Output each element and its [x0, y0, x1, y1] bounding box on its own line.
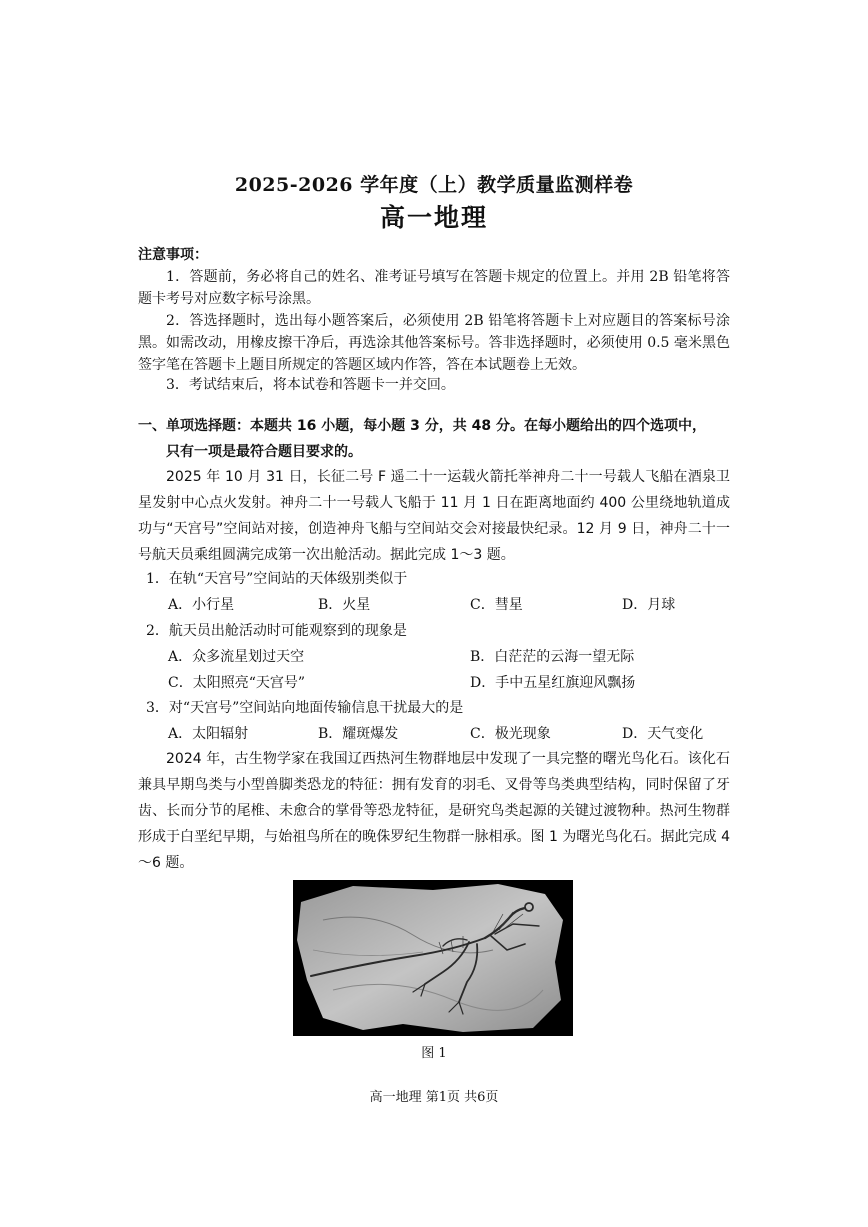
notice-item: 1．答题前，务必将自己的姓名、准考证号填写在答题卡规定的位置上。并用 2B 铅笔将答题卡考号对应数字标号涂黑。: [138, 269, 730, 307]
exam-title: 2025-2026 学年度（上）教学质量监测样卷: [234, 174, 634, 196]
question-3-option-a: A．太阳辐射: [168, 726, 249, 742]
notice-title: 注意事项：: [138, 247, 208, 263]
notice-item: 2．答选择题时，选出每小题答案后，必须使用 2B 铅笔将答题卡上对应题目的答案标号涂黑。如需改动，用橡皮擦干净后，再选涂其他答案标号。答非选择题时，必须使用 0.5 毫米黑色签字笔在答题卡上题目所规定的答题区域内作答，答在本试题卷上无效。: [138, 313, 730, 373]
question-3-option-c: C．极光现象: [470, 726, 551, 742]
question-3-option-d: D．天气变化: [622, 726, 704, 742]
question-1-option-a: A．小行星: [168, 597, 235, 613]
question-2-option-d: D．手中五星红旗迎风飘扬: [470, 675, 636, 691]
question-3-stem: 3．对“天宫号”空间站向地面传输信息干扰最大的是: [146, 700, 464, 716]
question-1-option-b: B．火星: [318, 597, 371, 613]
question-2-stem: 2．航天员出舱活动时可能观察到的现象是: [146, 623, 407, 639]
question-3-option-b: B．耀斑爆发: [318, 726, 399, 742]
question-2-option-c: C．太阳照亮“天宫号”: [168, 675, 306, 691]
fossil-image: [293, 880, 573, 1036]
subject-title: 高一地理: [379, 203, 488, 232]
question-2-option-b: B．白茫茫的云海一望无际: [470, 649, 635, 665]
passage-fossil: 2024 年，古生物学家在我国辽西热河生物群地层中发现了一具完整的曙光鸟化石。该化石兼具早期鸟类与小型兽脚类恐龙的特征：拥有发育的羽毛、叉骨等鸟类典型结构，同时保留了牙齿、长而分节的尾椎、未愈合的掌骨等恐龙特征，是研究鸟类起源的关键过渡物种。热河生物群形成于白垩纪早期，与始祖鸟所在的晚侏罗纪生物群一脉相承。图 1 为曙光鸟化石。据此完成 4～6 题。: [138, 751, 730, 871]
page-footer: 高一地理 第1页 共6页: [369, 1090, 499, 1105]
section-heading-line1: 一、单项选择题：本题共 16 小题，每小题 3 分，共 48 分。在每小题给出的四个选项中，: [138, 418, 706, 434]
question-2-option-a: A．众多流星划过天空: [168, 649, 305, 665]
notice-item: 3．考试结束后，将本试卷和答题卡一并交回。: [166, 377, 455, 393]
question-1-stem: 1．在轨“天宫号”空间站的天体级别类似于: [146, 571, 408, 587]
fossil-figure: [293, 880, 573, 1036]
section-heading-line2: 只有一项是最符合题目要求的。: [166, 444, 362, 460]
section-heading: [138, 413, 738, 465]
passage-shenzhou: 2025 年 10 月 31 日，长征二号 F 遥二十一运载火箭托举神舟二十一号载人飞船在酒泉卫星发射中心点火发射。神舟二十一号载人飞船于 11 月 1 日在距离地面约 400 公里绕地轨道成功与“天宫号”空间站对接，创造神舟飞船与空间站交会对接最快纪录。12 月 9 日，神舟二十一号航天员乘组圆满完成第一次出舱活动。据此完成 1～3 题。: [138, 469, 730, 563]
question-1-option-c: C．彗星: [470, 597, 523, 613]
figure-caption: 图 1: [421, 1046, 447, 1061]
question-1-option-d: D．月球: [622, 597, 676, 613]
